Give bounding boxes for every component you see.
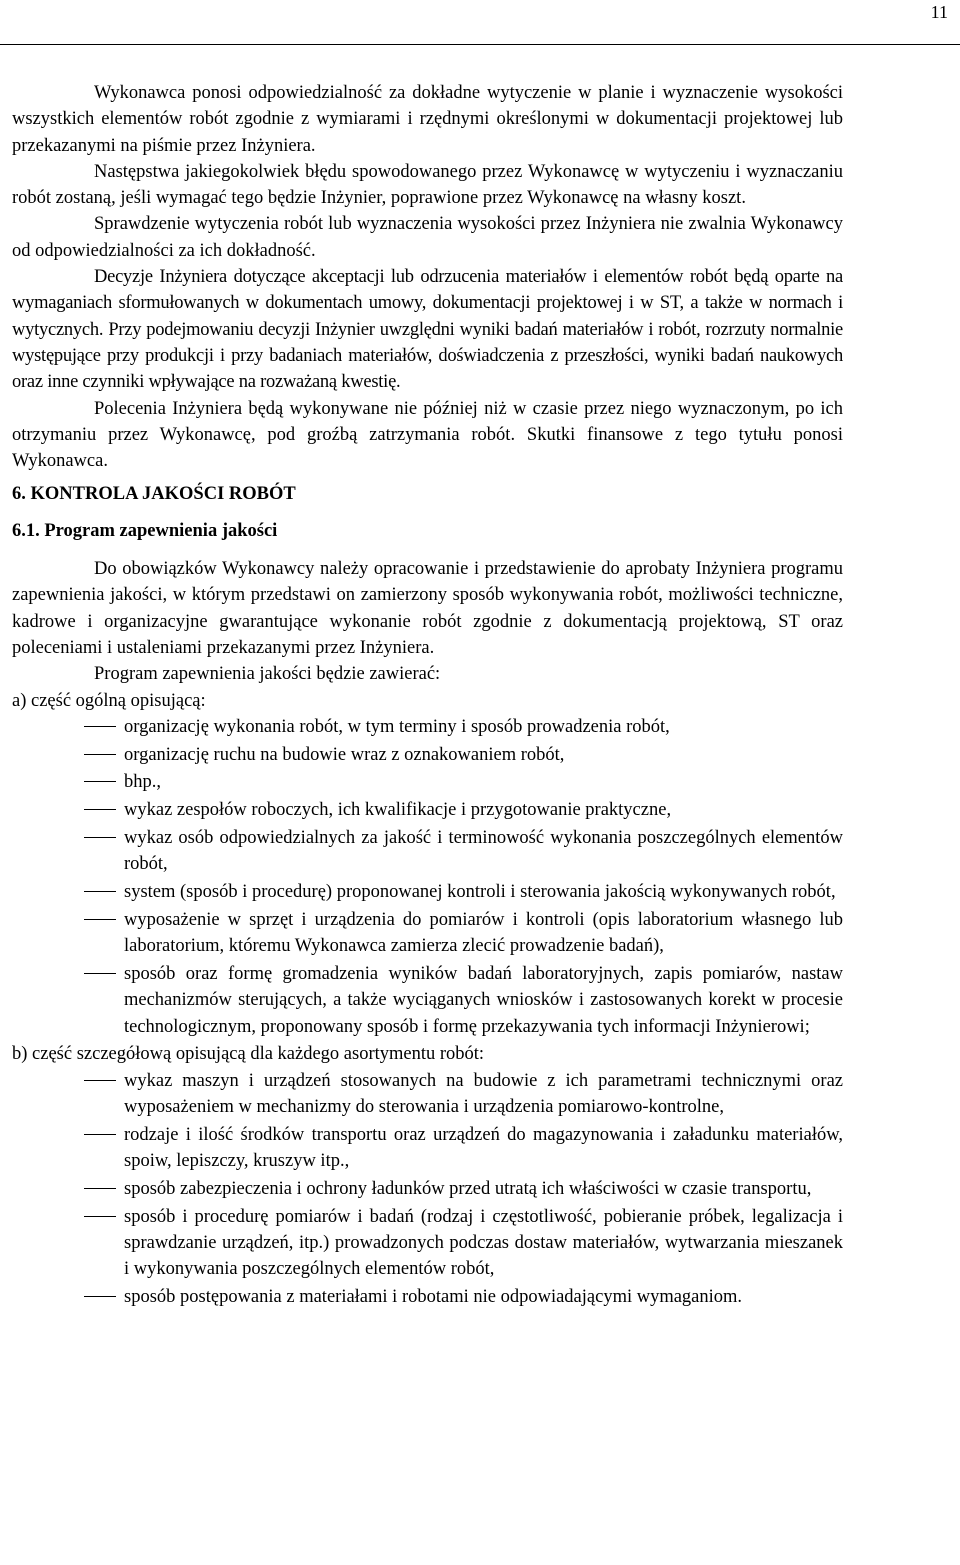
paragraph-verification: Sprawdzenie wytyczenia robót lub wyznaczenia wysokości przez Inżyniera nie zwalnia Wykonawcy od odpowiedzialności za ich dokładność. bbox=[12, 214, 843, 261]
list-item: organizację ruchu na budowie wraz z oznakowaniem robót, bbox=[12, 742, 843, 768]
header-rule bbox=[0, 44, 960, 45]
part-b-list bbox=[12, 1068, 843, 1311]
list-item: rodzaje i ilość środków transportu oraz urządzeń do magazynowania i załadunku materiałów, spoiw, lepiszczy, kruszyw itp., bbox=[12, 1122, 843, 1175]
list-item: wykaz maszyn i urządzeń stosowanych na budowie z ich parametrami technicznymi oraz wyposażeniem w mechanizmy do sterowania i urządzenia pomiarowo-kontrolne, bbox=[12, 1068, 843, 1121]
list-item: sposób i procedurę pomiarów i badań (rodzaj i częstotliwość, pobieranie próbek, legalizacja i sprawdzanie urządzeń, itp.) prowadzonych podczas dostaw materiałów, wytwarzania mieszanek i wykonywania poszczególnych elementów robót, bbox=[12, 1204, 843, 1283]
paragraph-engineer-decisions: Decyzje Inżyniera dotyczące akceptacji lub odrzucenia materiałów i elementów robót będą oparte na wymaganiach sformułowanych w dokumentach umowy, dokumentacji projektowej i w ST, a także w normach i wytycznych. Przy podejmowaniu decyzji Inżynier uwzględni wyniki badań materiałów i robót, rozrzuty normalnie występujące przy produkcji i przy badaniach materiałów, doświadczenia z przeszłości, wyniki badań naukowych oraz inne czynniki wpływające na rozważaną kwestię. bbox=[12, 267, 843, 393]
part-a-list bbox=[12, 714, 843, 1040]
paragraph-qa-intro: Do obowiązków Wykonawcy należy opracowanie i przedstawienie do aprobaty Inżyniera programu zapewnienia jakości, w którym przedstawi on zamierzony sposób wykonywania robót, możliwości techniczne, kadrowe i organizacyjne gwarantujące wykonanie robót zgodnie z dokumentacją projektową, ST oraz poleceniami i ustaleniami przekazanymi przez Inżyniera. bbox=[12, 559, 843, 658]
paragraph-engineer-orders: Polecenia Inżyniera będą wykonywane nie później niż w czasie przez niego wyznaczonym, po ich otrzymaniu przez Wykonawcę, pod groźbą zatrzymania robót. Skutki finansowe z tego tytułu ponosi Wykonawca. bbox=[12, 398, 843, 472]
paragraph-setting-out: Wykonawca ponosi odpowiedzialność za dokładne wytyczenie w planie i wyznaczenie wysokości wszystkich elementów robót zgodnie z wymiarami i rzędnymi określonymi w dokumentacji projektowej lub przekazanymi na piśmie przez Inżyniera. bbox=[12, 83, 843, 156]
paragraph-errors: Następstwa jakiegokolwiek błędu spowodowanego przez Wykonawcę w wytyczeniu i wyznaczaniu robót zostaną, jeśli wymagać tego będzie Inżynier, poprawione przez Wykonawcę na własny koszt. bbox=[12, 161, 843, 209]
list-item: wykaz osób odpowiedzialnych za jakość i terminowość wykonania poszczególnych elementów robót, bbox=[12, 825, 843, 878]
section-heading: 6. KONTROLA JAKOŚCI ROBÓT bbox=[12, 484, 296, 505]
page-number: 11 bbox=[930, 2, 948, 22]
document-body bbox=[12, 80, 843, 1312]
list-item: wykaz zespołów roboczych, ich kwalifikacje i przygotowanie praktyczne, bbox=[12, 797, 843, 823]
list-item: bhp., bbox=[12, 769, 843, 795]
part-b-label: b) część szczegółową opisującą dla każdego asortymentu robót: bbox=[12, 1044, 485, 1065]
subsection-heading: 6.1. Program zapewnienia jakości bbox=[12, 520, 278, 541]
list-item: wyposażenie w sprzęt i urządzenia do pomiarów i kontroli (opis laboratorium własnego lub laboratorium, któremu Wykonawca zamierza zlecić prowadzenie badań), bbox=[12, 907, 843, 960]
paragraph-program-intro: Program zapewnienia jakości będzie zawierać: bbox=[94, 664, 441, 685]
list-item: sposób postępowania z materiałami i robotami nie odpowiadającymi wymaganiom. bbox=[12, 1284, 843, 1310]
list-item: system (sposób i procedurę) proponowanej kontroli i sterowania jakością wykonywanych robót, bbox=[12, 879, 843, 905]
list-item: sposób zabezpieczenia i ochrony ładunków przed utratą ich właściwości w czasie transportu, bbox=[12, 1176, 843, 1202]
list-item: sposób oraz formę gromadzenia wyników badań laboratoryjnych, zapis pomiarów, nastaw mechanizmów sterujących, a także wyciąganych wniosków i zastosowanych korekt w procesie technologicznym, proponowany sposób i formę przekazywania tych informacji Inżynierowi; bbox=[12, 961, 843, 1040]
part-a-label: a) część ogólną opisującą: bbox=[12, 690, 206, 711]
list-item: organizację wykonania robót, w tym terminy i sposób prowadzenia robót, bbox=[12, 714, 843, 740]
